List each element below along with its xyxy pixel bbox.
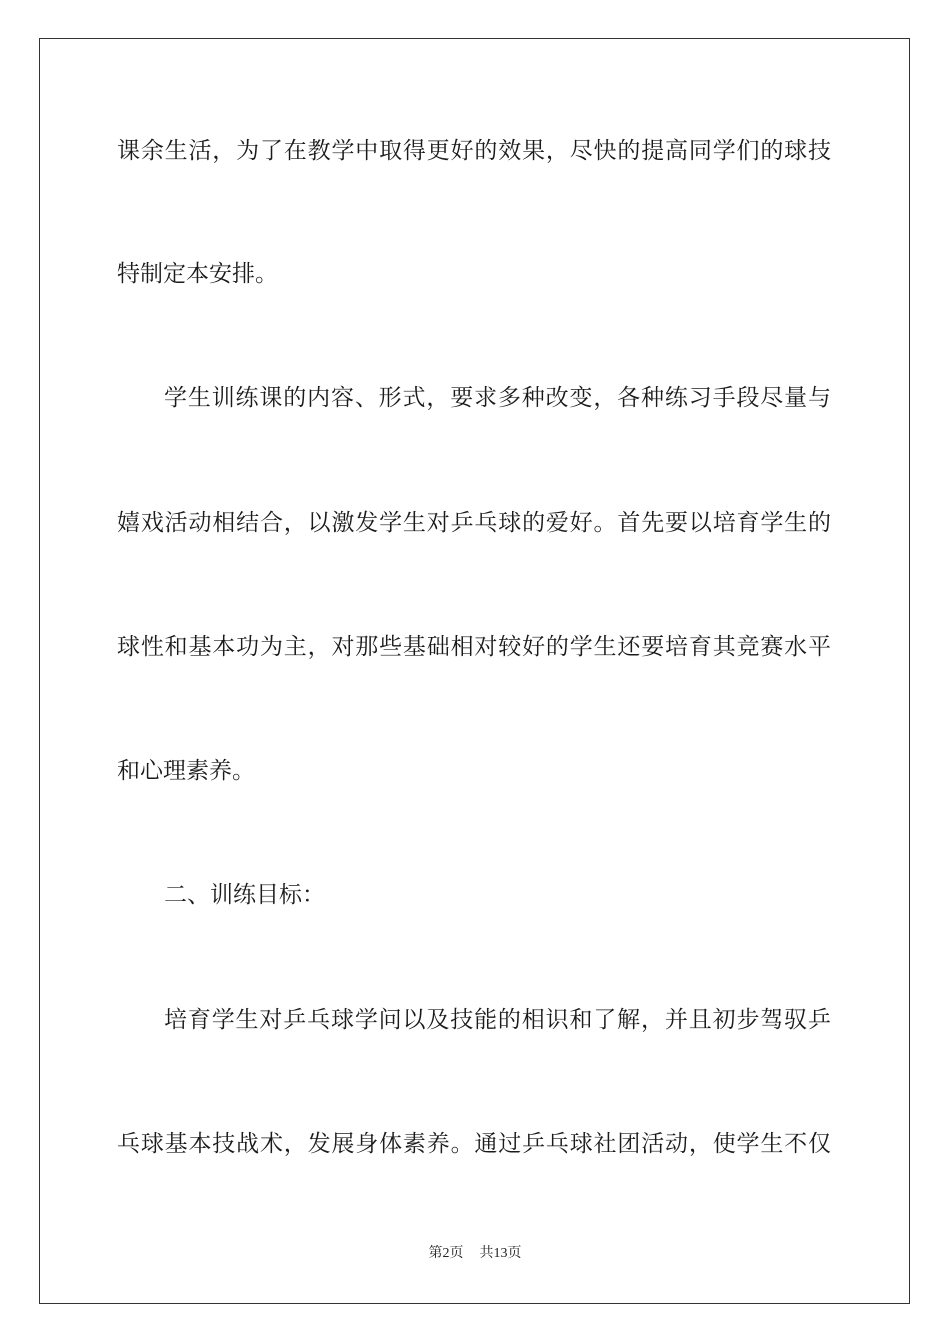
page-footer [0,1245,950,1263]
text-line-9: 乓球基本技战术，发展身体素养。通过乒乓球社团活动，使学生不仅 [117,1131,831,1157]
text-line-2: 特制定本安排。 [117,261,278,287]
section-heading: 二、训练目标： [164,882,325,908]
total-pages: 共13页 [479,1246,522,1261]
text-line-5: 球性和基本功为主，对那些基础相对较好的学生还要培育其竞赛水平 [117,634,831,660]
text-line-1: 课余生活，为了在教学中取得更好的效果，尽快的提高同学们的球技 [117,138,831,164]
page-border [39,38,910,1304]
text-line-4: 嬉戏活动相结合，以激发学生对乒乓球的爱好。首先要以培育学生的 [117,510,831,536]
page-number: 第2页 [428,1246,464,1261]
text-line-3: 学生训练课的内容、形式，要求多种改变，各种练习手段尽量与 [164,385,831,411]
text-line-6: 和心理素养。 [117,758,255,784]
text-line-8: 培育学生对乒乓球学问以及技能的相识和了解，并且初步驾驭乒 [164,1007,831,1033]
